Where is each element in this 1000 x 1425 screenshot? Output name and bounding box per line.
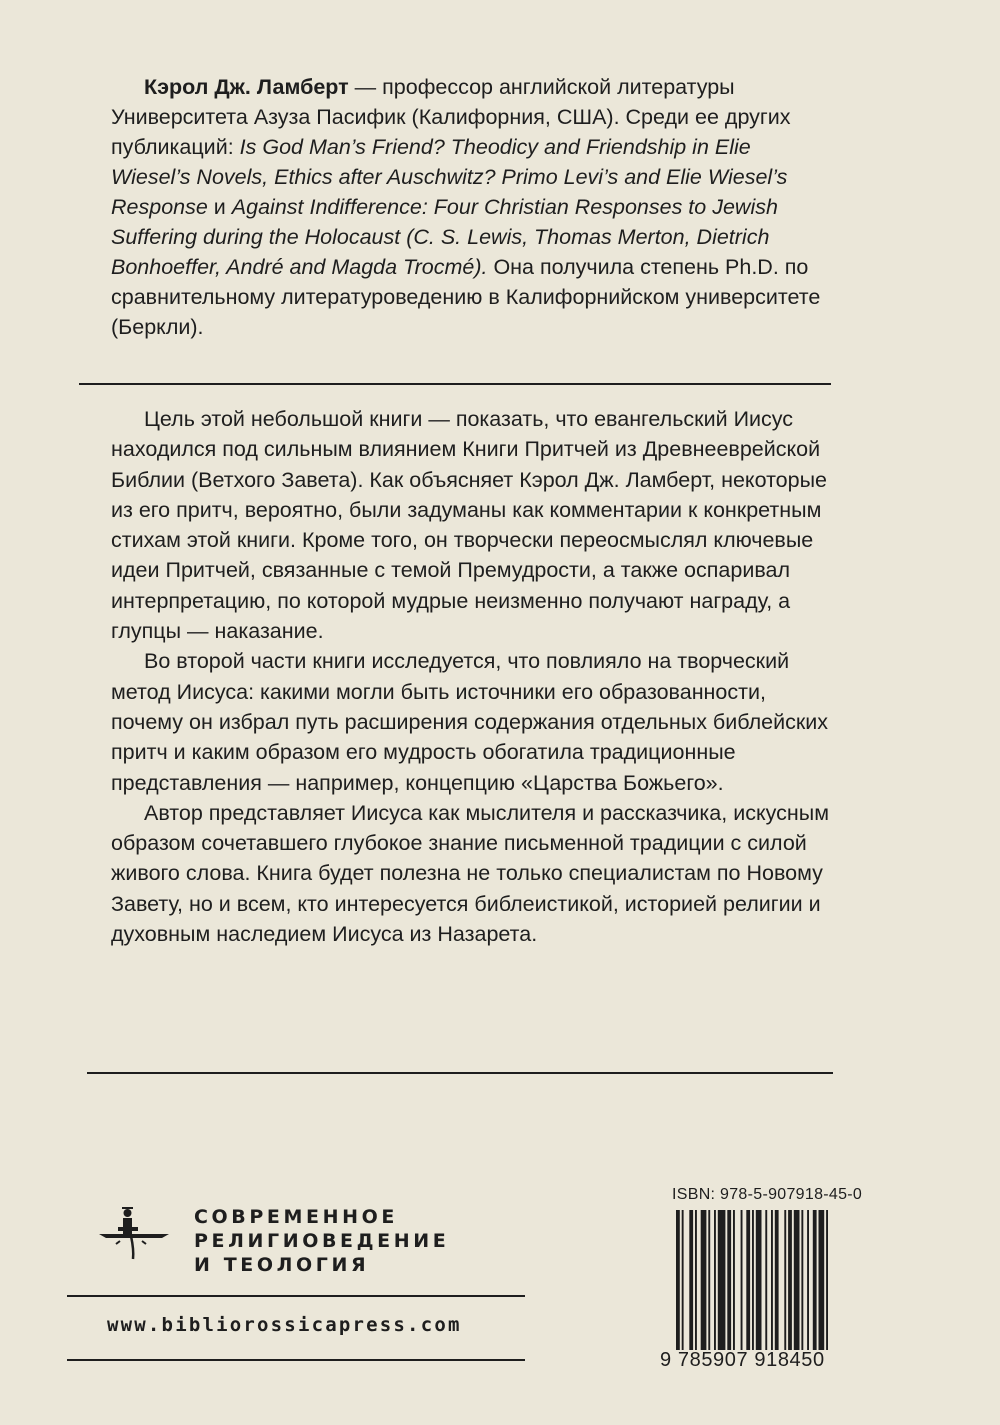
author-bio	[111, 72, 831, 342]
barcode-bar	[689, 1210, 693, 1350]
description-paragraph: Цель этой небольшой книги — показать, что евангельский Иисус находился под сильным влиянием Книги Притчей из Древнееврейской Библии (Ветхого Завета). Как объясняет Кэрол Дж. Ламберт, некоторые из его притч, вероятно, были задуманы как комментарии к конкретным стихам этой книги. Кроме того, он творчески переосмыслял ключевые идеи Притчей, связанные с темой Премудрости, а также оспаривал интерпретацию, по которой мудрые неизменно получают награду, а глупцы — наказание.	[111, 407, 827, 644]
barcode-digits: 9 785907 918450	[660, 1349, 825, 1371]
series-title-line: И ТЕОЛОГИЯ	[194, 1254, 370, 1276]
barcode-bar	[718, 1210, 726, 1350]
isbn-label: ISBN: 978-5-907918-45-0	[672, 1186, 863, 1203]
divider-site-top	[67, 1295, 525, 1297]
divider-top	[79, 383, 831, 385]
barcode-bar	[708, 1210, 710, 1350]
barcode-bar	[746, 1210, 750, 1350]
series-title	[194, 1205, 449, 1277]
barcode-bar	[788, 1210, 792, 1350]
barcode-bar	[733, 1210, 735, 1350]
author-bio-text: — профессор английской литературы Университета Азуза Пасифик (Калифорния, США). Среди ее других публикаций:	[111, 75, 791, 159]
barcode	[676, 1210, 866, 1350]
publication-title: Against Indifference: Four Christian Responses to Jewish Suffering during the Holocaust (C. S. Lewis, Thomas Merton, Dietrich Bonhoeffer, André and Magda Trocmé).	[111, 195, 778, 279]
series-title-line: РЕЛИГИОВЕДЕНИЕ	[194, 1230, 450, 1252]
author-bio-text: и	[207, 195, 232, 219]
description-paragraph: Автор представляет Иисуса как мыслителя и рассказчика, искусным образом сочетавшего глубокое знание письменной традиции с силой живого слова. Книга будет полезна не только специалистам по Новому Завету, но и всем, кто интересуется библеистикой, историей религии и духовным наследием Иисуса из Назарета.	[111, 800, 829, 947]
barcode-bar	[794, 1210, 800, 1350]
barcode-bar	[819, 1210, 825, 1350]
barcode-bar	[714, 1210, 716, 1350]
boat-rower-icon	[96, 1205, 172, 1266]
divider-site-bottom	[67, 1359, 525, 1361]
barcode-bar	[756, 1210, 762, 1350]
author-bio-paragraph	[111, 72, 831, 342]
barcode-bar	[801, 1210, 803, 1350]
author-name: Кэрол Дж. Ламберт	[144, 75, 349, 99]
barcode-bar	[826, 1210, 828, 1350]
description-paragraph: Во второй части книги исследуется, что повлияло на творческий метод Иисуса: какими могли быть источники его образованности, почему он избрал путь расширения содержания отдельных библейских притч и каким образом его мудрость обогатила традиционные представления — например, концепцию «Царства Божьего».	[111, 649, 829, 795]
barcode-bar	[695, 1210, 697, 1350]
barcode-bar	[775, 1210, 779, 1350]
barcode-bar	[752, 1210, 754, 1350]
barcode-bar	[676, 1210, 680, 1350]
barcode-bar	[701, 1210, 707, 1350]
barcode-bar	[765, 1210, 767, 1350]
author-bio-text: Она получила степень Ph.D. по сравнительному литературоведению в Калифорнийском университете (Беркли).	[111, 255, 821, 339]
divider-bottom	[87, 1072, 833, 1074]
publication-title: Is God Man’s Friend? Theodicy and Friendship in Elie Wiesel’s Novels, Ethics after Auschwitz? Primo Levi’s and Elie Wiesel’s Response	[111, 135, 788, 219]
barcode-bars	[676, 1210, 866, 1350]
barcode-bar	[784, 1210, 786, 1350]
barcode-bar	[771, 1210, 773, 1350]
barcode-bar	[741, 1210, 743, 1350]
barcode-bar	[727, 1210, 731, 1350]
barcode-bar	[807, 1210, 809, 1350]
book-description	[111, 404, 836, 949]
website-link[interactable]: www.bibliorossicapress.com	[107, 1314, 462, 1336]
barcode-bar	[682, 1210, 684, 1350]
barcode-bar	[813, 1210, 817, 1350]
series-title-line: СОВРЕМЕННОЕ	[194, 1206, 398, 1228]
